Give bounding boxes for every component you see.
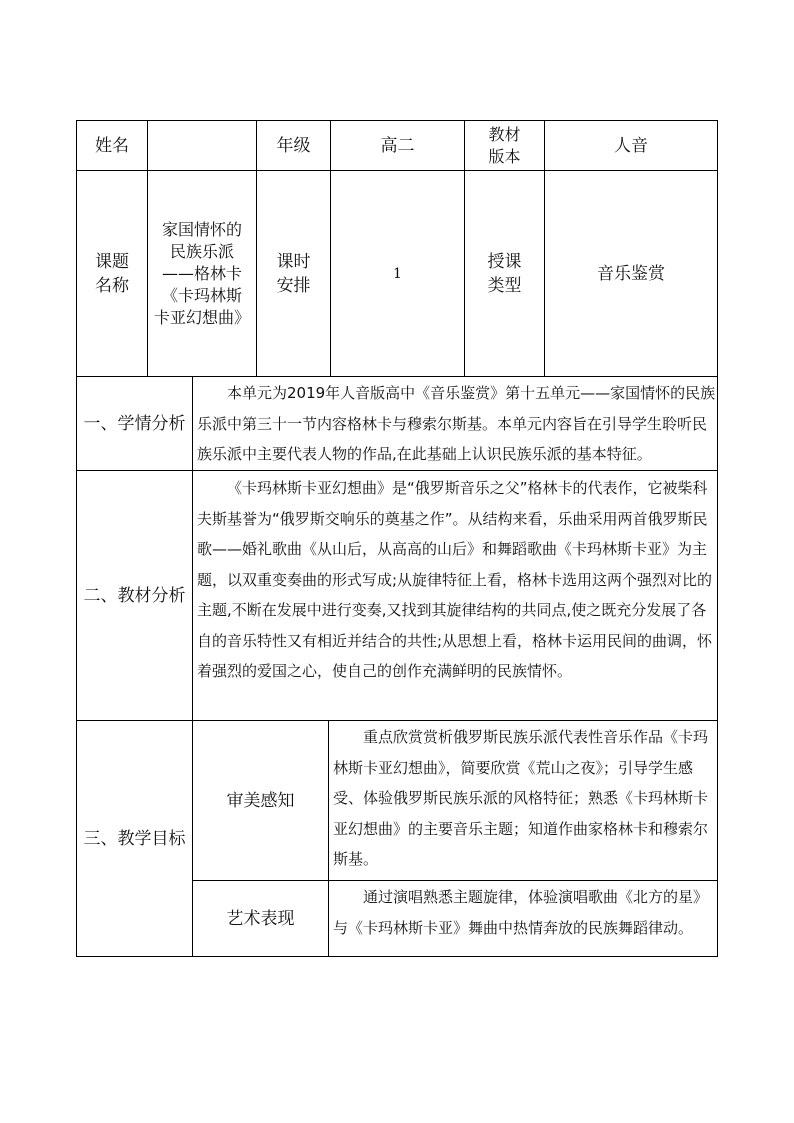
s1-label: 一、学情分析: [83, 413, 186, 434]
s3-label: 三、教学目标: [83, 828, 186, 849]
period-value: 1: [393, 265, 402, 282]
topic-label-cell: [76, 170, 148, 377]
s2-label-cell: [76, 470, 193, 721]
textbook-label: 教材 版本: [488, 124, 521, 166]
s1-text: 本单元为2019年人音版高中《音乐鉴赏》第十五单元——家国情怀的民族乐派中第三十一节内容格林卡与穆索尔斯基。本单元内容旨在引导学生聆听民族乐派中主要代表人物的作品,在此基础上认识民族乐派的基本特征。: [197, 384, 716, 463]
s1-label-cell: [76, 376, 193, 471]
grade-label-cell: [256, 120, 331, 171]
s3-sub1-text-cell: [328, 720, 718, 881]
s3-sub1-label-cell: [192, 720, 329, 881]
name-value-cell: [147, 120, 257, 171]
period-value-cell: [330, 170, 465, 377]
s3-sub2-text: 通过演唱熟悉主题旋律，体验演唱歌曲《北方的星》与《卡玛林斯卡亚》舞曲中热情奔放的民族舞蹈律动。: [333, 888, 709, 937]
type-value: 音乐鉴赏: [597, 263, 665, 284]
s3-sub1-label: 审美感知: [226, 790, 295, 811]
textbook-value: 人音: [614, 135, 648, 156]
textbook-label-cell: [464, 120, 545, 171]
type-value-cell: [544, 170, 718, 377]
s2-label: 二、教材分析: [83, 585, 186, 606]
topic-value: 家国情怀的 民族乐派 ——格林卡 《卡玛林斯 卡亚幻想曲》: [153, 219, 250, 327]
s2-text: 《卡玛林斯卡亚幻想曲》是“俄罗斯音乐之父”格林卡的代表作，它被柴科夫斯基誉为“俄罗斯交响乐的奠基之作”。从结构来看，乐曲采用两首俄罗斯民歌——婚礼歌曲《从山后，从高高的山后》和舞蹈歌曲《卡玛林斯卡亚》为主题，以双重变奏曲的形式写成;从旋律特征上看，格林卡选用这两个强烈对比的主题,不断在发展中进行变奏,又找到其旋律结构的共同点,使之既充分发展了各自的音乐特性又有相近并结合的共性;从思想上看，格林卡运用民间的曲调，怀着强烈的爱国之心，使自己的创作充满鲜明的民族情怀。: [197, 479, 713, 680]
period-label: 课时 安排: [276, 251, 311, 296]
name-label: 姓名: [95, 135, 129, 156]
type-label-cell: [464, 170, 545, 377]
s3-sub2-text-cell: [328, 880, 718, 957]
textbook-value-cell: [544, 120, 718, 171]
grade-value-cell: [330, 120, 465, 171]
s3-sub1-text: 重点欣赏赏析俄罗斯民族乐派代表性音乐作品《卡玛林斯卡亚幻想曲》，简要欣赏《荒山之夜》；引导学生感受、体验俄罗斯民族乐派的风格特征；熟悉《卡玛林斯卡亚幻想曲》的主要音乐主题；知道作曲家格林卡和穆索尔斯基。: [333, 728, 709, 868]
grade-value: 高二: [380, 135, 415, 156]
grade-label: 年级: [276, 135, 311, 156]
s3-sub2-label: 艺术表现: [226, 908, 295, 929]
topic-value-cell: [147, 170, 257, 377]
name-label-cell: [76, 120, 148, 171]
s2-text-cell: [192, 470, 718, 721]
s1-text-cell: [192, 376, 718, 471]
s3-label-cell: [76, 720, 193, 957]
s3-sub2-label-cell: [192, 880, 329, 957]
type-label: 授课 类型: [487, 251, 522, 296]
topic-label: 课题 名称: [95, 251, 129, 296]
period-label-cell: [256, 170, 331, 377]
